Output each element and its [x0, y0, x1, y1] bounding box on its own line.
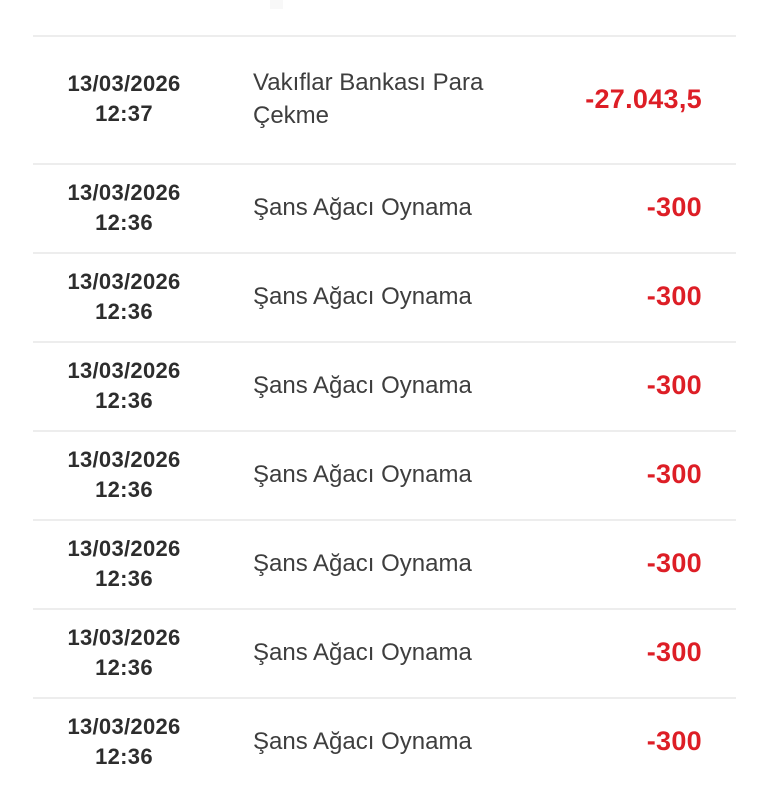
transaction-datetime — [33, 445, 215, 505]
transaction-date: 13/03/2026 — [67, 179, 181, 205]
transaction-time: 12:36 — [95, 387, 153, 413]
transaction-time: 12:37 — [95, 101, 153, 126]
transaction-amount: -300 — [646, 459, 702, 489]
transaction-row[interactable] — [0, 163, 768, 252]
transaction-row[interactable] — [0, 430, 768, 519]
transaction-amount: -27.043,5 — [585, 83, 702, 114]
transaction-amount: -300 — [646, 548, 702, 578]
transaction-date: 13/03/2026 — [67, 535, 181, 561]
transaction-datetime — [33, 178, 215, 238]
transaction-date: 13/03/2026 — [67, 71, 181, 96]
transaction-date: 13/03/2026 — [67, 446, 181, 472]
transaction-time: 12:36 — [95, 565, 153, 591]
transaction-amount: -300 — [646, 370, 702, 400]
transaction-time: 12:36 — [95, 209, 153, 235]
transaction-datetime — [33, 267, 215, 327]
transaction-date: 13/03/2026 — [67, 713, 181, 739]
transaction-description: Vakıflar Bankası Para Çekme — [253, 69, 484, 129]
transaction-row[interactable] — [0, 697, 768, 786]
transaction-datetime — [33, 356, 215, 416]
transaction-amount: -300 — [646, 637, 702, 667]
transaction-datetime — [33, 712, 215, 772]
transaction-description: Şans Ağacı Oynama — [253, 728, 472, 755]
transaction-time: 12:36 — [95, 476, 153, 502]
transaction-time: 12:36 — [95, 743, 153, 769]
transaction-amount: -300 — [646, 192, 702, 222]
transaction-time: 12:36 — [95, 654, 153, 680]
top-spacer — [0, 0, 768, 35]
transaction-datetime — [33, 69, 215, 129]
transaction-description: Şans Ağacı Oynama — [253, 639, 472, 666]
transaction-datetime — [33, 534, 215, 594]
transaction-description: Şans Ağacı Oynama — [253, 194, 472, 221]
transaction-row[interactable] — [0, 608, 768, 697]
transaction-description: Şans Ağacı Oynama — [253, 550, 472, 577]
transaction-time: 12:36 — [95, 298, 153, 324]
transaction-datetime — [33, 623, 215, 683]
transaction-date: 13/03/2026 — [67, 268, 181, 294]
transaction-row[interactable] — [0, 341, 768, 430]
transaction-description: Şans Ağacı Oynama — [253, 372, 472, 399]
transaction-description: Şans Ağacı Oynama — [253, 283, 472, 310]
transaction-row[interactable] — [0, 519, 768, 608]
clipped-ui-artifact — [270, 0, 283, 9]
transaction-date: 13/03/2026 — [67, 357, 181, 383]
transaction-date: 13/03/2026 — [67, 624, 181, 650]
transaction-row[interactable] — [0, 35, 768, 163]
transaction-amount: -300 — [646, 281, 702, 311]
transaction-row[interactable] — [0, 252, 768, 341]
transaction-amount: -300 — [646, 726, 702, 756]
transaction-description: Şans Ağacı Oynama — [253, 461, 472, 488]
transaction-list — [0, 35, 768, 786]
